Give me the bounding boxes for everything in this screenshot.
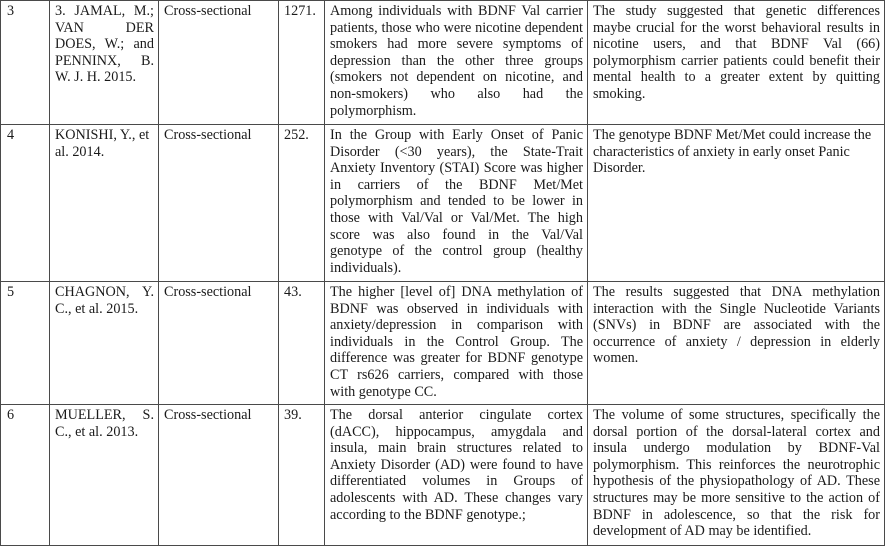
study-findings: Among individuals with BDNF Val carrier patients, those who were nicotine dependent smokers had more severe symptoms of depression than the other three groups (smokers not dependent on nicotine, and non-smokers) who also had the polymorphism.: [325, 1, 588, 125]
study-number: 6: [1, 405, 50, 546]
study-conclusion: The volume of some structures, specifically the dorsal portion of the dorsal-lateral cortex and insula undergo modulation by BDNF-Val polymorphism. This reinforces the neurotrophic hypothesis of the physiopathology of AD. These structures may be more sensitive to the action of BDNF in adolescence, so that the risk for development of AD may be identified.: [588, 405, 885, 546]
study-sample: 43.: [279, 282, 325, 405]
table-row: [1, 405, 885, 546]
study-design: Cross-sectional: [159, 282, 279, 405]
study-findings: The dorsal anterior cingulate cortex (dACC), hippocampus, amygdala and insula, main brain structures related to Anxiety Disorder (AD) were found to have differentiated volumes in Groups of adolescents with AD. These changes vary according to the BDNF genotype.;: [325, 405, 588, 546]
study-author: KONISHI, Y., et al. 2014.: [50, 125, 159, 282]
study-conclusion: The study suggested that genetic differences maybe crucial for the worst behavioral results in nicotine users, and that BDNF Val (66) polymorphism carrier patients could benefit their mental health to a greater extent by quitting smoking.: [588, 1, 885, 125]
table-row: [1, 125, 885, 282]
study-findings: In the Group with Early Onset of Panic Disorder (<30 years), the State-Trait Anxiety Inventory (STAI) Score was higher in carriers of the BDNF Met/Met polymorphism and tended to be lower in those with Val/Val or Val/Met. The high score was also found in the Val/Val genotype of the control group (healthy individuals).: [325, 125, 588, 282]
study-author: MUELLER, S. C., et al. 2013.: [50, 405, 159, 546]
table-row: [1, 1, 885, 125]
study-sample: 39.: [279, 405, 325, 546]
table-row: [1, 282, 885, 405]
study-conclusion: The genotype BDNF Met/Met could increase the characteristics of anxiety in early onset Panic Disorder.: [588, 125, 885, 282]
study-author: 3. JAMAL, M.; VAN DER DOES, W.; and PENNINX, B. W. J. H. 2015.: [50, 1, 159, 125]
study-number: 5: [1, 282, 50, 405]
study-findings: The higher [level of] DNA methylation of BDNF was observed in individuals with anxiety/depression in comparison with individuals in the Control Group. The difference was greater for BDNF genotype CT rs626 carriers, compared with those with genotype CC.: [325, 282, 588, 405]
study-design: Cross-sectional: [159, 405, 279, 546]
study-design: Cross-sectional: [159, 1, 279, 125]
study-sample: 1271.: [279, 1, 325, 125]
study-conclusion: The results suggested that DNA methylation interaction with the Single Nucleotide Variants (SNVs) in BDNF are associated with the occurrence of anxiety / depression in elderly women.: [588, 282, 885, 405]
study-number: 3: [1, 1, 50, 125]
study-author: CHAGNON, Y. C., et al. 2015.: [50, 282, 159, 405]
study-number: 4: [1, 125, 50, 282]
study-sample: 252.: [279, 125, 325, 282]
study-design: Cross-sectional: [159, 125, 279, 282]
